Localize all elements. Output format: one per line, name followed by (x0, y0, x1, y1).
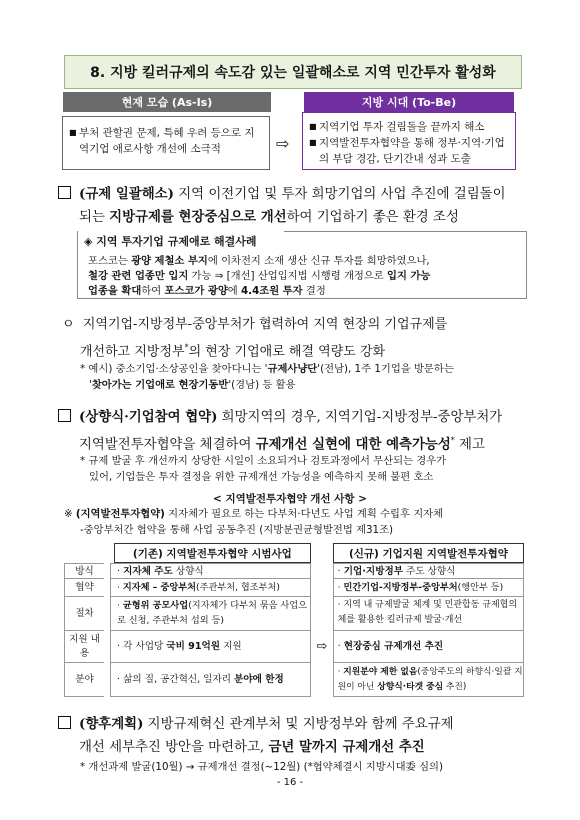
right-arrow-icon: ⇨ (316, 639, 328, 654)
table-header-existing: (기존) 지역발전투자협약 시범사업 (114, 543, 311, 563)
row-label-text: 지원 내용 (69, 634, 100, 659)
section-emphasis: 규제개선 실현에 대한 예측가능성 (255, 436, 451, 453)
cell-emphasis: 분야에 한정 (234, 674, 284, 685)
section-text: 희망지역의 경우, 지역기업-지방정부-중앙부처가 (217, 410, 503, 425)
cell-text: 각 사업당 (123, 641, 167, 652)
section-text: 제고 (454, 437, 485, 453)
right-arrow-icon: ⇨ (276, 134, 290, 153)
cell-text: 주도 상향식 (403, 566, 456, 577)
cell-text: (주관부처, 협조부처) (195, 582, 280, 593)
footnote-mark: * (450, 436, 455, 445)
section-text: 개선 세부추진 방안을 마련하고, (79, 740, 269, 755)
cell-text: 삶의 질, 공간혁신, 일자리 (123, 674, 235, 685)
case-text: 포스코는 (88, 255, 132, 267)
sub-text: 지역기업-지방정부-중앙부처가 협력하여 지역 현장의 기업규제를 (82, 317, 448, 332)
note-schedule: * 개선과제 발굴(10월) → 규제개선 결정(~12월) (*협약체결시 지방시대委 심의) (80, 761, 444, 773)
cell-text: 지원 (220, 641, 242, 652)
row-label: 분야 (64, 663, 104, 697)
section-future-plan (58, 713, 528, 759)
section-heading: (상향식·기업참여 협약) (79, 409, 218, 425)
cell-emphasis: 기업·지방정부 (343, 566, 403, 577)
asis-header: 현재 모습 (As-Is) (63, 92, 271, 112)
section-text: 지역발전투자협약을 체결하여 (79, 437, 256, 453)
tobe-item: 지역기업 투자 걸림돌을 끝까지 해소 (319, 121, 485, 133)
asis-item: 부처 관할권 문제, 특혜 우려 등으로 지역기업 애로사항 개선에 소극적 (79, 127, 255, 155)
checkbox-icon (58, 716, 71, 729)
row-new: · 현장중심 규제개선 추진 (333, 631, 524, 663)
table-row (64, 597, 524, 631)
checkbox-icon (58, 186, 71, 199)
ref-emphasis: (지역발전투자협약) (75, 508, 165, 520)
case-emphasis: 포스코가 광양 (164, 285, 228, 297)
ref-text: 지자체가 필요로 하는 다부처·다년도 사업 계획 수립후 지자체 (164, 508, 444, 520)
row-existing: · 균형위 공모사업(지자체가 다부처 묶음 사업으로 신청, 주관부처 섭외 등) (110, 597, 311, 631)
cell-emphasis: 현장중심 규제개선 추진 (343, 641, 444, 652)
section-heading: (향후계획) (79, 716, 144, 732)
row-new: · 민간기업-지방정부-중앙부처(행안부 등) (333, 579, 524, 597)
section-text: 지역 이전기업 및 투자 희망기업의 사업 추진에 걸림돌이 (173, 187, 506, 202)
note-emphasis: 찾아가는 기업애로 현장기동반 (91, 379, 229, 391)
cell-emphasis: 지자체 주도 (123, 566, 173, 577)
case-emphasis: 업종을 확대 (88, 285, 142, 297)
reference-note (64, 506, 534, 538)
footnote-mark: * (184, 343, 189, 352)
sub-text: 개선하고 지방정부 (80, 344, 185, 360)
case-text: 에 (227, 285, 241, 297)
ref-marker: ※ (64, 508, 76, 520)
note-text: '(전남), 1주 1기업을 방문하는 (317, 363, 454, 375)
table-row (64, 631, 524, 663)
case-emphasis: 입지 가능 (387, 270, 431, 282)
case-text: 하여 (141, 285, 165, 297)
cell-text: (중앙주도의 하향식·일괄 지원이 아닌 (337, 667, 523, 692)
case-emphasis: 4.4조원 투자 (241, 285, 303, 297)
sub-point (62, 313, 532, 363)
note-complaint (80, 453, 535, 485)
tobe-header: 지방 시대 (To-Be) (304, 92, 514, 112)
note-text: 있어, 기업들은 투자 결정을 위한 규제개선 가능성을 예측하지 못해 불편 호소 (89, 471, 434, 483)
case-text: 에 이차전지 소재 생산 신규 투자를 희망하였으나, (207, 255, 430, 267)
section-text: 지방규제혁신 관계부처 및 지방정부와 함께 주요규제 (143, 717, 454, 732)
cell-emphasis: 국비 91억원 (166, 641, 221, 652)
row-existing: · 각 사업당 국비 91억원 지원 (110, 631, 311, 663)
row-existing: · 지자체 – 중앙부처(주관부처, 협조부처) (110, 579, 311, 597)
case-emphasis: 광양 제철소 부지 (131, 255, 208, 267)
row-label (64, 631, 104, 663)
table-row (64, 579, 524, 597)
case-text: 결정 (302, 285, 326, 297)
note-text: ' (89, 379, 92, 391)
note-text: * 규제 발굴 후 개선까지 상당한 시일이 소요되거나 검토과정에서 무산되는 경우가 (80, 455, 447, 467)
sub-text: 의 현장 기업애로 해결 역량도 강화 (188, 344, 386, 360)
tobe-box: ■ 지역기업 투자 걸림돌을 끝까지 해소 ■ 지역발전투자협약을 통해 정부·지역·기업의 부담 경감, 단기간내 성과 도출 (302, 112, 516, 170)
section-text: 되는 (79, 210, 110, 225)
ref-text: -중앙부처간 협약을 통해 사업 공동추진 (지방분권균형발전법 제31조) (80, 524, 394, 536)
case-title: ◈ 지역 투자기업 규제애로 해결사례 (78, 231, 284, 251)
row-label: 절차 (64, 597, 104, 631)
cell-emphasis: 지자체 – 중앙부처 (122, 582, 196, 593)
table-row (64, 663, 524, 697)
section-heading: (규제 일괄해소) (79, 186, 174, 202)
table-title: < 지역발전투자협약 개선 사항 > (213, 493, 367, 505)
checkbox-icon (58, 409, 71, 422)
row-new: · 지역 내 규제발굴 체계 및 민관합동 규제협의체를 활용한 킬러규제 발굴·개선 (333, 597, 524, 631)
cell-text: (지자체가 다부처 묶음 사업으로 신청, 주관부처 섭외 등) (117, 600, 308, 626)
note-text: * 예시) 중소기업·소상공인을 찾아다니는 ' (80, 363, 268, 375)
note-emphasis: 규제사냥단 (267, 363, 318, 375)
case-emphasis: 철강 관련 업종만 입지 (88, 270, 189, 282)
note-text: '(경남) 등 활용 (228, 379, 296, 391)
sub-marker: ㅇ (62, 317, 75, 332)
case-text: 가능 ⇒ [개선] 산업입지법 시행령 개정으로 (188, 270, 388, 282)
page-title: 8. 지방 킬러규제의 속도감 있는 일괄해소로 지역 민간투자 활성화 (64, 55, 522, 89)
row-existing: · 삶의 질, 공간혁신, 일자리 분야에 한정 (110, 663, 311, 697)
cell-text: 지역 내 규제발굴 체계 및 민관합동 규제협의체를 활용한 킬러규제 발굴·개선 (337, 600, 518, 625)
asis-box: ■ 부처 관할권 문제, 특혜 우려 등으로 지역기업 애로사항 개선에 소극적 (62, 116, 270, 170)
section-regulation-resolution (58, 183, 528, 229)
case-example-box (77, 231, 527, 299)
comparison-table (64, 543, 524, 697)
case-body (88, 254, 518, 299)
cell-emphasis: 균형위 공모사업 (122, 600, 189, 611)
cell-text: 추진) (443, 682, 467, 692)
row-existing: · 지자체 주도 상향식 (110, 563, 311, 579)
section-emphasis: 금년 말까지 규제개선 추진 (268, 739, 425, 755)
tobe-item: 지역발전투자협약을 통해 정부·지역·기업의 부담 경감, 단기간내 성과 도출 (319, 137, 505, 165)
table-header-new: (신규) 기업지원 지역발전투자협약 (333, 543, 524, 563)
section-text: 하여 기업하기 좋은 환경 조성 (286, 210, 459, 225)
section-emphasis: 지방규제를 현장중심으로 개선 (109, 209, 287, 225)
cell-text: 상향식 (172, 566, 204, 577)
cell-emphasis: 지원분야 제한 없음 (343, 667, 418, 677)
row-new: · 지원분야 제한 없음(중앙주도의 하향식·일괄 지원이 아닌 상향식·타겟 중심 추진) (333, 663, 524, 697)
section-bottomup-agreement (58, 406, 528, 456)
row-label: 방식 (64, 563, 104, 579)
row-label: 협약 (64, 579, 104, 597)
page-number: - 16 - (276, 777, 304, 788)
table-body (64, 563, 524, 697)
note-example (80, 361, 530, 393)
table-row (64, 563, 524, 579)
cell-emphasis: 상향식·타겟 중심 (377, 682, 444, 692)
row-new: · 기업·지방정부 주도 상향식 (333, 563, 524, 579)
cell-emphasis: 민간기업-지방정부-중앙부처 (343, 582, 458, 593)
cell-text: (행안부 등) (457, 582, 504, 593)
